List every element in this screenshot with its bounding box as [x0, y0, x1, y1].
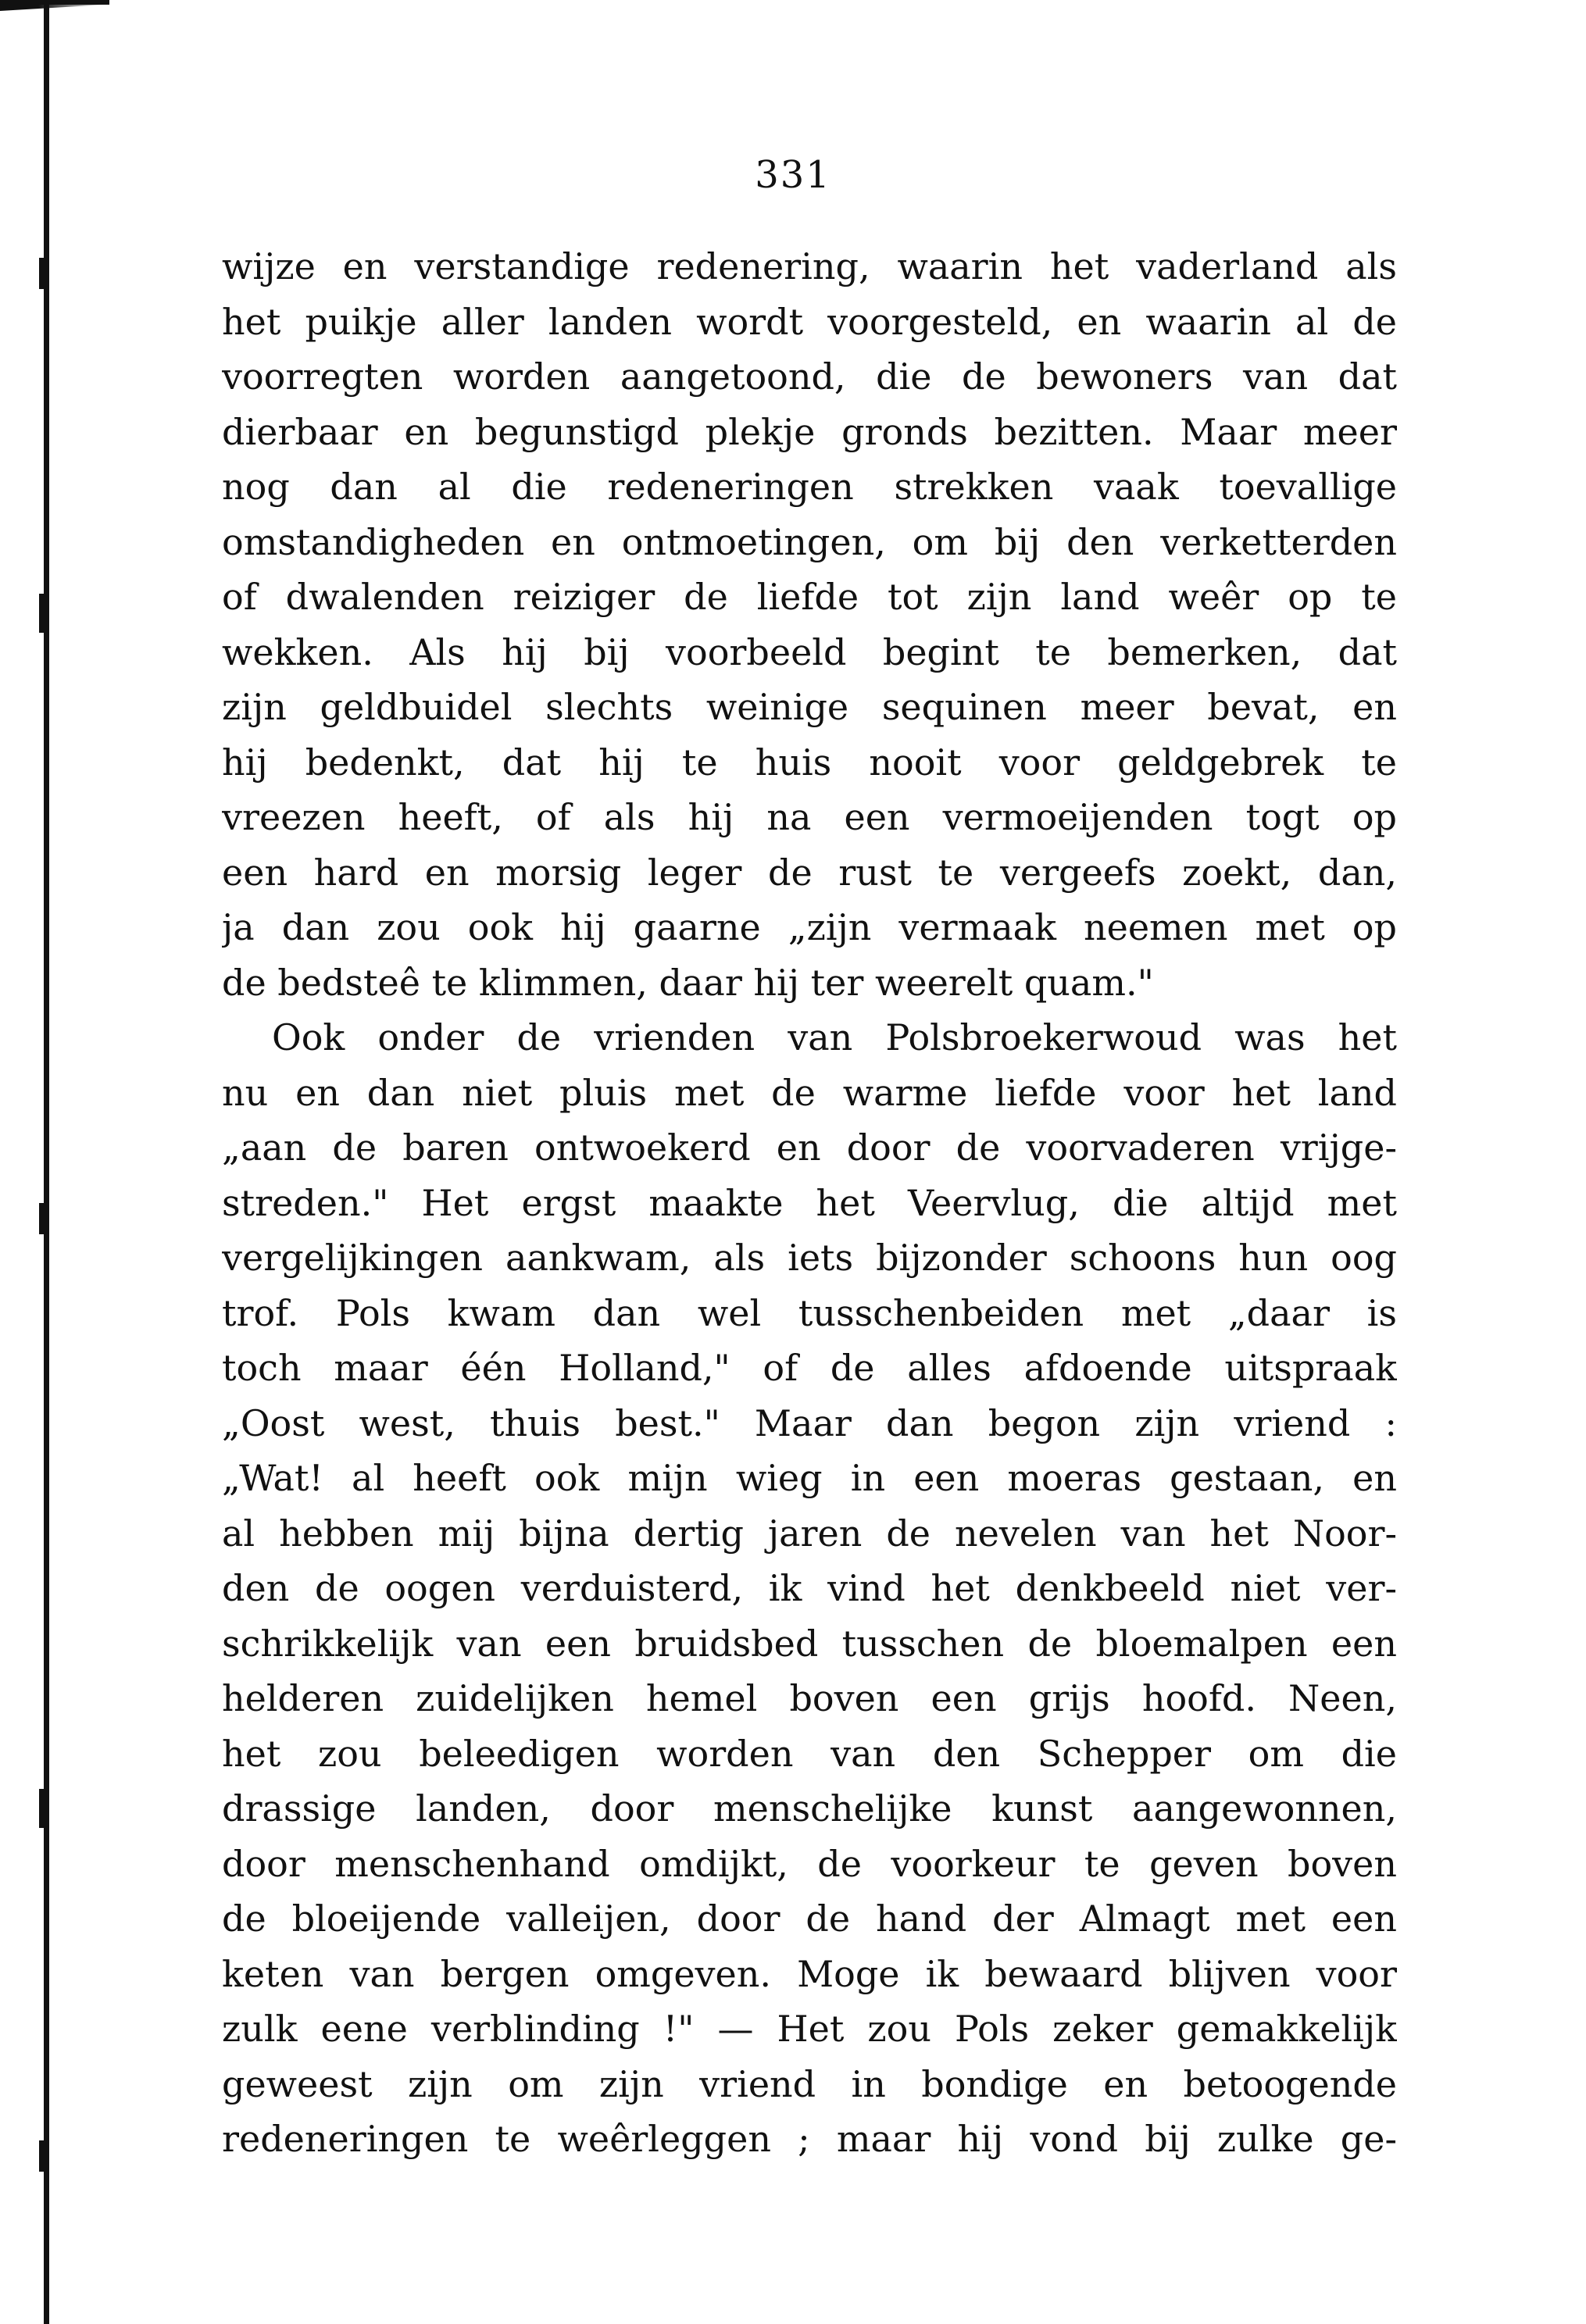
- text-line: „Wat! al heeft ook mijn wieg in een moeras gestaan, en: [222, 1457, 1397, 1499]
- text-line: den de oogen verduisterd, ik vind het denkbeeld niet ver-: [222, 1567, 1397, 1609]
- text-line: helderen zuidelijken hemel boven een grijs hoofd. Neen,: [222, 1677, 1397, 1719]
- binding-edge-rule: [44, 0, 49, 2324]
- text-line: het puikje aller landen wordt voorgesteld, en waarin al de: [222, 300, 1397, 343]
- text-line: voorregten worden aangetoond, die de bewoners van dat: [222, 355, 1397, 398]
- text-line: redeneringen te weêrleggen ; maar hij vond bij zulke ge-: [222, 2118, 1397, 2160]
- text-line: vergelijkingen aankwam, als iets bijzonder schoons hun oog: [222, 1237, 1397, 1279]
- paragraph-2: [222, 1010, 1397, 2167]
- paragraph-1: [222, 239, 1397, 1010]
- text-line: de bedsteê te klimmen, daar hij ter weerelt quam.": [222, 961, 1154, 1004]
- text-line: nu en dan niet pluis met de warme liefde voor het land: [222, 1071, 1397, 1114]
- text-line: hij bedenkt, dat hij te huis nooit voor geldgebrek te: [222, 741, 1397, 784]
- text-line: „aan de baren ontwoekerd en door de voorvaderen vrijge-: [222, 1126, 1397, 1169]
- text-line: of dwalenden reiziger de liefde tot zijn land weêr op te: [222, 576, 1397, 618]
- binding-mark: [39, 594, 47, 633]
- text-line: door menschenhand omdijkt, de voorkeur te geven boven: [222, 1842, 1397, 1885]
- text-line: Ook onder de vrienden van Polsbroekerwoud was het: [272, 1016, 1397, 1058]
- binding-mark: [39, 258, 47, 289]
- body-text: [222, 239, 1397, 2167]
- text-line: vreezen heeft, of als hij na een vermoeijenden togt op: [222, 796, 1397, 838]
- binding-edge-top: [0, 0, 109, 5]
- binding-mark: [39, 2140, 47, 2172]
- text-line: wekken. Als hij bij voorbeeld begint te bemerken, dat: [222, 630, 1397, 673]
- text-line: al hebben mij bijna dertig jaren de nevelen van het Noor-: [222, 1512, 1397, 1555]
- text-line: wijze en verstandige redenering, waarin het vaderland als: [222, 245, 1397, 287]
- text-line: zijn geldbuidel slechts weinige sequinen meer bevat, en: [222, 686, 1397, 728]
- text-line: ja dan zou ook hij gaarne „zijn vermaak neemen met op: [222, 906, 1397, 948]
- text-line: de bloeijende valleijen, door de hand der Almagt met een: [222, 1897, 1397, 1940]
- text-line: keten van bergen omgeven. Moge ik bewaard blijven voor: [222, 1952, 1397, 1995]
- text-line: nog dan al die redeneringen strekken vaak toevallige: [222, 466, 1397, 508]
- text-line: zulk eene verblinding !" — Het zou Pols zeker gemakkelijk: [222, 2008, 1397, 2050]
- text-line: „Oost west, thuis best." Maar dan begon zijn vriend :: [222, 1401, 1397, 1444]
- binding-mark: [39, 1789, 47, 1828]
- text-line: toch maar één Holland," of de alles afdoende uitspraak: [222, 1347, 1397, 1389]
- text-line: dierbaar en begunstigd plekje gronds bezitten. Maar meer: [222, 410, 1397, 453]
- text-line: geweest zijn om zijn vriend in bondige en betoogende: [222, 2062, 1397, 2105]
- text-line: het zou beleedigen worden van den Schepper om die: [222, 1732, 1397, 1775]
- text-line: trof. Pols kwam dan wel tusschenbeiden met „daar is: [222, 1291, 1397, 1334]
- text-line: streden." Het ergst maakte het Veervlug, die altijd met: [222, 1181, 1397, 1224]
- text-line: omstandigheden en ontmoetingen, om bij den verketterden: [222, 520, 1397, 563]
- binding-mark: [39, 1203, 47, 1234]
- page-number: 331: [755, 153, 831, 197]
- text-line: drassige landen, door menschelijke kunst aangewonnen,: [222, 1787, 1397, 1830]
- text-line: schrikkelijk van een bruidsbed tusschen de bloemalpen een: [222, 1622, 1397, 1665]
- text-line: een hard en morsig leger de rust te vergeefs zoekt, dan,: [222, 851, 1397, 894]
